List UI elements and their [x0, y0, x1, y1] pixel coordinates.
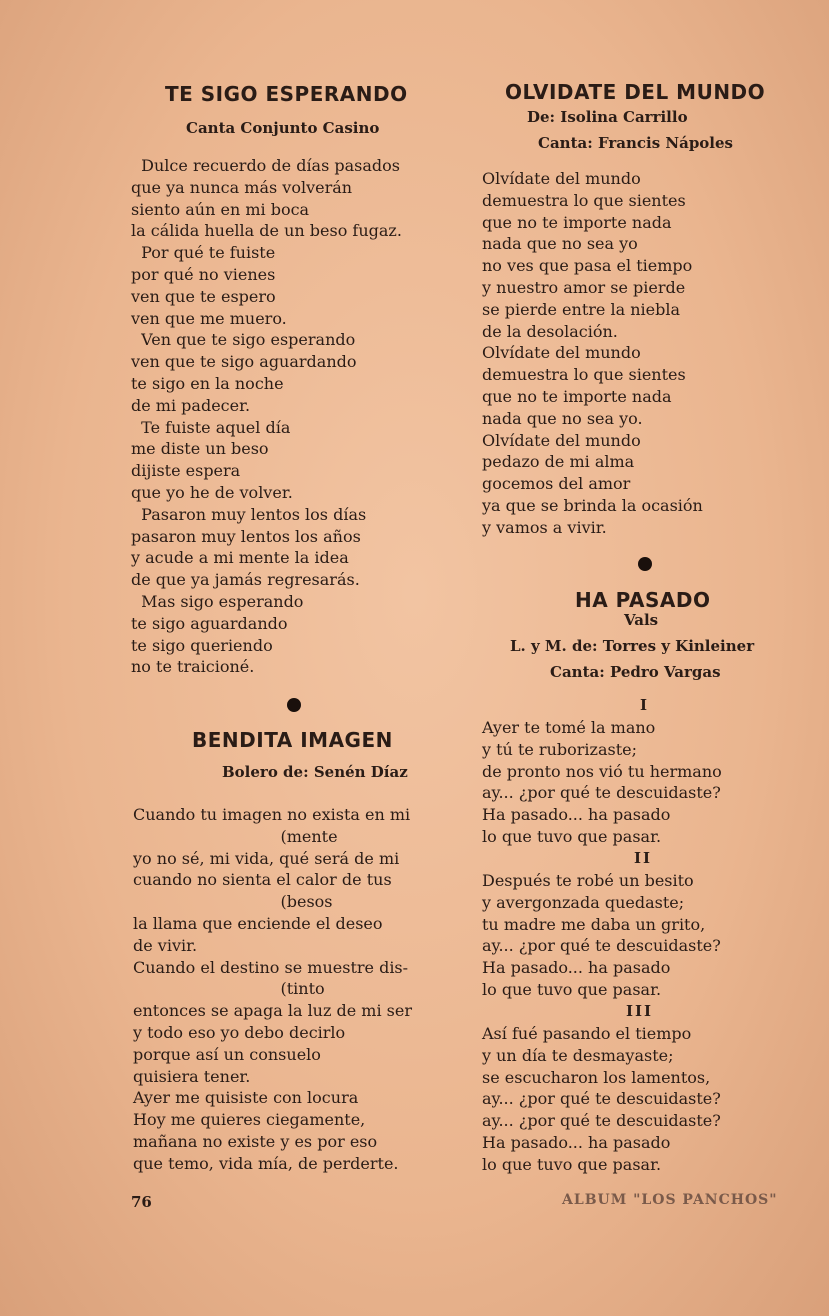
- lyric-line: no ves que pasa el tiempo: [482, 256, 693, 276]
- page-number: 76: [131, 1193, 152, 1211]
- lyric-line: te sigo en la noche: [131, 373, 284, 393]
- song-title-te-sigo-esperando: TE SIGO ESPERANDO: [165, 82, 408, 106]
- lyric-line: y nuestro amor se pierde: [482, 277, 686, 297]
- lyric-line: se pierde entre la niebla: [482, 299, 680, 319]
- lyric-line: quisiera tener.: [133, 1066, 251, 1086]
- lyric-line: que yo he de volver.: [131, 482, 293, 502]
- verse-number: I: [640, 696, 650, 714]
- lyric-line: pedazo de mi alma: [482, 452, 635, 472]
- lyric-line: ven que me muero.: [131, 308, 287, 328]
- lyric-line: te sigo queriendo: [131, 635, 273, 655]
- lyric-line: y acude a mi mente la idea: [131, 548, 349, 568]
- lyric-line: Dulce recuerdo de días pasados: [131, 156, 401, 175]
- lyric-line: de la desolación.: [482, 321, 618, 341]
- lyric-line: gocemos del amor: [482, 474, 631, 494]
- lyric-line: no te traicioné.: [131, 657, 255, 677]
- lyric-line: y tú te ruborizaste;: [482, 739, 637, 759]
- lyric-line: que no te importe nada: [482, 386, 672, 406]
- lyric-line: Olvídate del mundo: [482, 430, 641, 450]
- lyric-line: me diste un beso: [131, 439, 269, 459]
- lyric-line: y avergonzada quedaste;: [482, 892, 685, 912]
- lyric-line: que temo, vida mía, de perderte.: [133, 1153, 399, 1173]
- song-author: L. y M. de: Torres y Kinleiner: [510, 637, 755, 655]
- verse-number: III: [626, 1002, 654, 1020]
- song-title-bendita-imagen: BENDITA IMAGEN: [192, 728, 393, 752]
- verse-number: II: [634, 849, 653, 867]
- lyric-line: Cuando tu imagen no exista en mi: [133, 805, 411, 824]
- song-genre: Vals: [624, 611, 659, 629]
- lyric-line: Ha pasado... ha pasado: [482, 958, 671, 978]
- lyric-line: Olvídate del mundo: [482, 343, 641, 363]
- lyric-line: Te fuiste aquel día: [131, 417, 291, 437]
- lyric-line: Mas sigo esperando: [131, 591, 304, 611]
- lyric-line: Ha pasado... ha pasado: [482, 805, 671, 825]
- separator-dot: [638, 557, 652, 571]
- lyric-line: ay... ¿por qué te descuidaste?: [482, 1111, 721, 1131]
- lyric-line: Ha pasado... ha pasado: [482, 1132, 671, 1152]
- lyric-line: que ya nunca más volverán: [131, 177, 353, 197]
- lyric-line: ay... ¿por qué te descuidaste?: [482, 1089, 721, 1109]
- song-title-olvidate-del-mundo: OLVIDATE DEL MUNDO: [505, 80, 766, 104]
- song-singer: Canta: Francis Nápoles: [538, 134, 733, 152]
- lyric-line: Después te robé un besito: [482, 871, 694, 890]
- lyric-line: de pronto nos vió tu hermano: [482, 761, 722, 781]
- song-subtitle: Bolero de: Senén Díaz: [222, 763, 408, 781]
- lyric-line: Ven que te sigo esperando: [131, 330, 356, 350]
- song-singer: Canta: Pedro Vargas: [550, 663, 721, 681]
- lyric-line: de mi padecer.: [131, 395, 251, 415]
- lyric-line: de vivir.: [133, 935, 198, 955]
- lyric-line: lo que tuvo que pasar.: [482, 826, 662, 846]
- lyric-line: Así fué pasando el tiempo: [482, 1024, 692, 1043]
- lyric-line: por qué no vienes: [131, 264, 276, 284]
- lyric-line: ya que se brinda la ocasión: [482, 495, 703, 515]
- lyric-line: Hoy me quieres ciegamente,: [133, 1110, 366, 1130]
- lyric-line: demuestra lo que sientes: [482, 190, 686, 210]
- lyric-line: ay... ¿por qué te descuidaste?: [482, 783, 721, 803]
- lyric-line: ven que te sigo aguardando: [131, 352, 357, 372]
- lyric-line: cuando no sienta el calor de tus: [133, 870, 392, 890]
- lyrics-block: [482, 717, 722, 848]
- lyric-line: nada que no sea yo: [482, 234, 638, 254]
- lyric-line: tu madre me daba un grito,: [482, 914, 706, 934]
- lyric-line: y todo eso yo debo decirlo: [133, 1022, 346, 1042]
- separator-dot: [287, 698, 301, 712]
- song-author: De: Isolina Carrillo: [527, 108, 688, 126]
- lyric-line: nada que no sea yo.: [482, 408, 643, 428]
- lyric-line: (besos: [133, 892, 333, 912]
- lyric-line: mañana no existe y es por eso: [133, 1131, 378, 1151]
- lyric-line: te sigo aguardando: [131, 613, 288, 633]
- lyrics-block: [482, 168, 703, 539]
- lyrics-block: [133, 804, 412, 1175]
- lyric-line: Por qué te fuiste: [131, 243, 276, 263]
- lyric-line: entonces se apaga la luz de mi ser: [133, 1001, 412, 1021]
- lyric-line: la llama que enciende el deseo: [133, 913, 383, 933]
- lyric-line: Olvídate del mundo: [482, 169, 641, 188]
- lyric-line: Ayer te tomé la mano: [482, 718, 656, 737]
- lyric-line: Ayer me quisiste con locura: [133, 1088, 359, 1108]
- lyric-line: y un día te desmayaste;: [482, 1045, 674, 1065]
- lyric-line: se escucharon los lamentos,: [482, 1067, 711, 1087]
- lyric-line: Pasaron muy lentos los días: [131, 504, 367, 524]
- lyric-line: (mente: [133, 826, 338, 846]
- album-footer: ALBUM "LOS PANCHOS": [562, 1192, 778, 1208]
- lyric-line: ay... ¿por qué te descuidaste?: [482, 936, 721, 956]
- lyric-line: lo que tuvo que pasar.: [482, 979, 662, 999]
- lyric-line: siento aún en mi boca: [131, 199, 310, 219]
- lyrics-block: [482, 870, 721, 1001]
- lyric-line: dijiste espera: [131, 461, 241, 481]
- lyrics-block: [482, 1023, 721, 1176]
- song-title-ha-pasado: HA PASADO: [575, 588, 711, 612]
- lyric-line: demuestra lo que sientes: [482, 365, 686, 385]
- lyric-line: de que ya jamás regresarás.: [131, 570, 360, 590]
- lyric-line: y vamos a vivir.: [482, 517, 607, 537]
- lyric-line: que no te importe nada: [482, 212, 672, 232]
- lyric-line: yo no sé, mi vida, qué será de mi: [133, 848, 400, 868]
- lyric-line: ven que te espero: [131, 286, 276, 306]
- lyrics-block: [131, 155, 402, 678]
- song-subtitle: Canta Conjunto Casino: [186, 119, 380, 137]
- lyric-line: pasaron muy lentos los años: [131, 526, 361, 546]
- lyric-line: la cálida huella de un beso fugaz.: [131, 221, 402, 241]
- lyric-line: Cuando el destino se muestre dis-: [133, 957, 409, 977]
- lyric-line: lo que tuvo que pasar.: [482, 1154, 662, 1174]
- lyric-line: porque así un consuelo: [133, 1044, 321, 1064]
- lyric-line: (tinto: [133, 979, 325, 999]
